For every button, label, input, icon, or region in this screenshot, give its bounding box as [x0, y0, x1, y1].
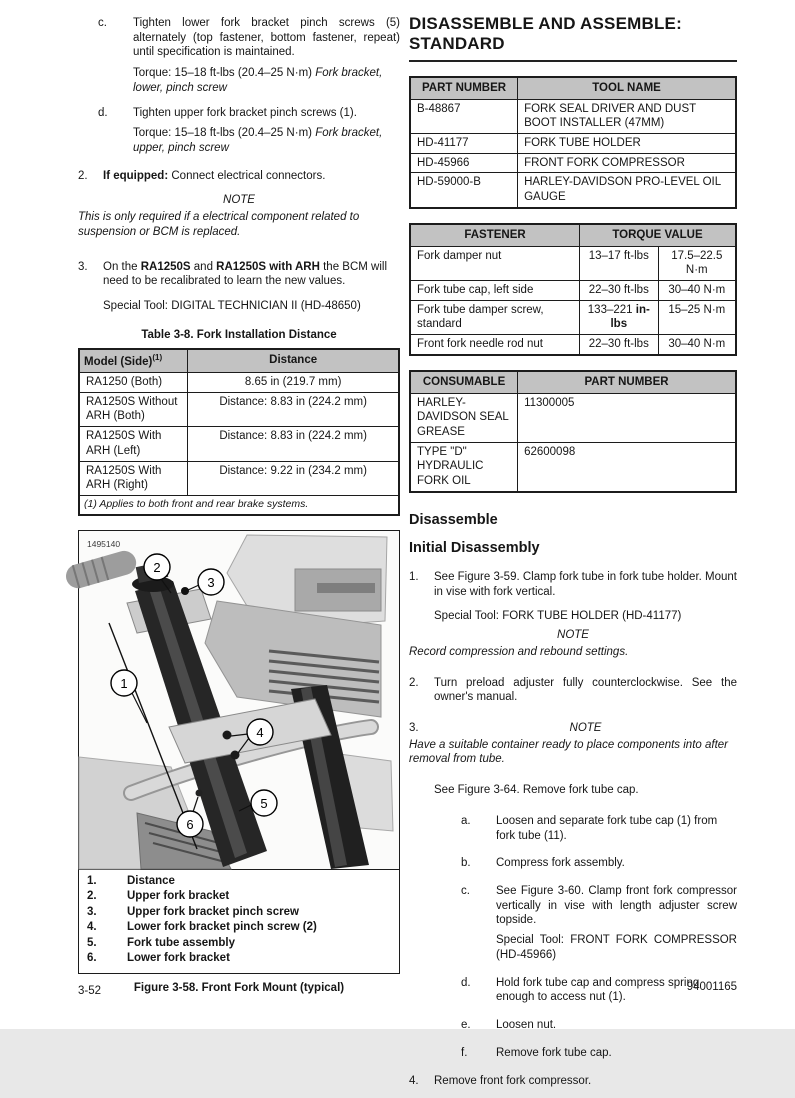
- table-row: [410, 153, 736, 173]
- torque-imperial-cell: 22–30 ft-lbs: [580, 280, 659, 300]
- legend-item: 6. Lower fork bracket: [87, 952, 230, 965]
- front-fork-mount-illustration: [79, 531, 399, 870]
- right-column: [409, 14, 737, 1098]
- part-number-cell: HD-59000-B: [410, 173, 518, 208]
- legend-item: 4. Lower fork bracket pinch screw (2): [87, 921, 317, 934]
- column-header-model: Model (Side)$^{(1)}$: [79, 349, 188, 373]
- torque-metric-cell: 30–40 N·m: [658, 280, 736, 300]
- substep-label: c.: [461, 885, 470, 898]
- torque-imperial-cell: 13–17 ft-lbs: [580, 246, 659, 280]
- table-row: [410, 442, 736, 492]
- substep-text: Loosen nut.: [496, 1019, 557, 1032]
- table-row: [410, 335, 736, 355]
- heading-disassemble: Disassemble: [409, 511, 498, 528]
- column-header-part-number: PART NUMBER: [410, 77, 518, 99]
- tool-name-cell: HARLEY-DAVIDSON PRO-LEVEL OIL GAUGE: [518, 173, 736, 208]
- fork-installation-distance-table: [78, 348, 400, 516]
- figure-3-58: [78, 530, 400, 974]
- special-tool-line: Special Tool: DIGITAL TECHNICIAN II (HD-48650): [103, 300, 361, 313]
- table-footnote-row: [79, 496, 399, 515]
- figure-image-id: 1495140: [87, 538, 121, 549]
- model-cell: RA1250S With ARH (Right): [79, 461, 188, 495]
- column-header-fastener: FASTENER: [410, 224, 580, 246]
- distance-cell: Distance: 9.22 in (234.2 mm): [188, 461, 399, 495]
- column-header-tool-name: TOOL NAME: [518, 77, 736, 99]
- torque-value: Torque: 15–18 ft-lbs (20.4–25 N·m): [133, 127, 316, 140]
- step-number: 3.: [409, 722, 419, 734]
- torque-metric-cell: 17.5–22.5 N·m: [658, 246, 736, 280]
- table-row: [410, 393, 736, 442]
- step-3-intro: See Figure 3-64. Remove fork tube cap.: [434, 784, 639, 797]
- step-2: [78, 169, 400, 184]
- step-text: See Figure 3-59. Clamp fork tube in fork tube holder. Mount in vise with fork vertical.: [434, 570, 737, 598]
- torque-imperial-cell: 22–30 ft-lbs: [580, 335, 659, 355]
- table-row: [410, 173, 736, 208]
- torque-fastener-name: Fork bracket, upper, pinch screw: [133, 127, 383, 155]
- column-header-part-number: PART NUMBER: [518, 371, 736, 393]
- callout-4: 4: [256, 724, 264, 740]
- document-number: 94001165: [686, 981, 737, 993]
- step-text-part: On the: [103, 260, 141, 273]
- torque-imperial-cell: 133–221 in-lbs: [580, 300, 659, 334]
- footnote-marker: (1): [152, 352, 163, 362]
- torque-fastener-name: Fork bracket, lower, pinch screw: [133, 67, 383, 94]
- step-1: [409, 570, 737, 599]
- special-tool-line: Special Tool: FORK TUBE HOLDER (HD-41177): [434, 610, 682, 623]
- table-row: [410, 133, 736, 153]
- consumable-cell: HARLEY-DAVIDSON SEAL GREASE: [410, 393, 518, 442]
- step-text-bold: If equipped:: [103, 169, 169, 182]
- substep-label: c.: [98, 17, 107, 29]
- callout-2: 2: [153, 559, 161, 575]
- substep-label: b.: [461, 857, 471, 870]
- step-text-part: the BCM will need to be recalibrated to learn the new values.: [103, 260, 388, 288]
- step-number: 2.: [78, 169, 88, 182]
- substep-b: [461, 856, 737, 871]
- part-number-cell: 11300005: [518, 393, 736, 442]
- section-heading: DISASSEMBLE AND ASSEMBLE: STANDARD: [409, 14, 737, 62]
- column-header-consumable: CONSUMABLE: [410, 371, 518, 393]
- column-header-torque-value: TORQUE VALUE: [580, 224, 736, 246]
- step-text: [103, 260, 400, 289]
- table-3-8-title: Table 3-8. Fork Installation Distance: [141, 328, 337, 341]
- substep-label: a.: [461, 814, 471, 827]
- torque-spec: [133, 126, 400, 155]
- step-text: [103, 169, 400, 184]
- table-row: [79, 392, 399, 426]
- fastener-cell: Fork tube damper screw, standard: [410, 300, 580, 334]
- tool-name-cell: FRONT FORK COMPRESSOR: [518, 153, 736, 173]
- note-text: Record compression and rebound settings.: [409, 645, 629, 658]
- note-title: NOTE: [569, 722, 602, 734]
- callout-1: 1: [120, 675, 128, 691]
- model-cell: RA1250S With ARH (Left): [79, 427, 188, 461]
- model-cell: RA1250 (Both): [79, 373, 188, 393]
- table-row: [410, 246, 736, 280]
- callout-5: 5: [260, 795, 268, 811]
- substep-text: Remove fork tube cap.: [496, 1046, 612, 1059]
- step-number: 1.: [409, 570, 419, 583]
- note-text: This is only required if a electrical component related to suspension or BCM is replaced.: [78, 211, 360, 238]
- special-tool-line: Special Tool: FRONT FORK COMPRESSOR (HD-45966): [496, 934, 737, 961]
- substep-f: [461, 1046, 737, 1061]
- model-name-bold: RA1250S with ARH: [216, 260, 320, 273]
- table-row: [410, 99, 736, 133]
- handlebar-grip: [63, 548, 139, 591]
- page-number: 3-52: [78, 985, 102, 997]
- table-row: [79, 427, 399, 461]
- left-column: [78, 16, 400, 995]
- step-3: [409, 721, 737, 736]
- legend-item: 5. Fork tube assembly: [87, 936, 236, 949]
- part-number-cell: 62600098: [518, 442, 736, 492]
- tools-table: [409, 76, 737, 209]
- torque-spec: [133, 66, 400, 95]
- step-number: 4.: [409, 1074, 419, 1087]
- step-number: 2.: [409, 676, 419, 689]
- callout-6: 6: [186, 816, 194, 832]
- substep-c: [98, 16, 400, 96]
- legend-item: 1. Distance: [87, 874, 175, 887]
- step-4: [409, 1074, 737, 1089]
- column-header-distance: Distance: [188, 349, 399, 373]
- fastener-cell: Fork tube cap, left side: [410, 280, 580, 300]
- substep-text: Hold fork tube cap and compress spring enough to access nut (1).: [496, 976, 700, 1004]
- note-title: NOTE: [223, 194, 255, 207]
- note-text: Have a suitable container ready to place components into after removal from tube.: [409, 738, 728, 766]
- torque-value: Torque: 15–18 ft-lbs (20.4–25 N·m): [133, 67, 316, 80]
- step-text: Remove front fork compressor.: [434, 1074, 592, 1087]
- substep-e: [461, 1018, 737, 1033]
- distance-cell: 8.65 in (219.7 mm): [188, 373, 399, 393]
- distance-cell: Distance: 8.83 in (224.2 mm): [188, 392, 399, 426]
- part-number-cell: HD-41177: [410, 133, 518, 153]
- substep-text: Tighten upper fork bracket pinch screws (1).: [133, 106, 357, 119]
- table-row: [410, 280, 736, 300]
- model-cell: RA1250S Without ARH (Both): [79, 392, 188, 426]
- fastener-torque-table: [409, 223, 737, 356]
- substep-a: [461, 814, 737, 843]
- substep-label: f.: [461, 1046, 468, 1059]
- figure-caption: Figure 3-58. Front Fork Mount (typical): [133, 981, 345, 994]
- substep-label: d.: [461, 976, 471, 989]
- step-text: Turn preload adjuster fully counterclockwise. See the owner's manual.: [434, 676, 737, 704]
- heading-initial-disassembly: Initial Disassembly: [409, 540, 540, 557]
- table-row: [410, 300, 736, 334]
- legend-item: 3. Upper fork bracket pinch screw: [87, 905, 299, 918]
- figure-legend: [79, 870, 399, 973]
- fastener-cell: Front fork needle rod nut: [410, 335, 580, 355]
- substep-text: Compress fork assembly.: [496, 857, 625, 870]
- step-3: [78, 260, 400, 289]
- substep-label: d.: [98, 106, 108, 119]
- note-title: NOTE: [557, 629, 589, 642]
- torque-metric-cell: 30–40 N·m: [658, 335, 736, 355]
- table-row: [79, 461, 399, 495]
- substep-d: [98, 106, 400, 156]
- fastener-cell: Fork damper nut: [410, 246, 580, 280]
- consumable-table: [409, 370, 737, 493]
- substep-text: See Figure 3-60. Clamp front fork compressor vertically in vise with length adjuster screw topside.: [496, 885, 737, 927]
- torque-metric-cell: 15–25 N·m: [658, 300, 736, 334]
- step-text-rest: Connect electrical connectors.: [168, 169, 326, 182]
- step-2: [409, 676, 737, 705]
- step-text-part: and: [190, 260, 217, 273]
- substep-text: Loosen and separate fork tube cap (1) from fork tube (11).: [496, 814, 718, 842]
- table-row: [79, 373, 399, 393]
- tool-name-cell: FORK SEAL DRIVER AND DUST BOOT INSTALLER (47MM): [518, 99, 736, 133]
- part-number-cell: B-48867: [410, 99, 518, 133]
- step-number: 3.: [78, 260, 88, 273]
- table-footnote: (1) Applies to both front and rear brake systems.: [79, 496, 399, 515]
- substep-label: e.: [461, 1019, 471, 1032]
- callout-3: 3: [207, 574, 215, 590]
- part-number-cell: HD-45966: [410, 153, 518, 173]
- substep-text: Tighten lower fork bracket pinch screws (5) alternately (top fastener, bottom fastener, repeat) until specification is maintained.: [133, 17, 400, 59]
- model-name-bold: RA1250S: [140, 260, 191, 273]
- distance-cell: Distance: 8.83 in (224.2 mm): [188, 427, 399, 461]
- substep-c: [461, 884, 737, 963]
- tool-name-cell: FORK TUBE HOLDER: [518, 133, 736, 153]
- consumable-cell: TYPE "D" HYDRAULIC FORK OIL: [410, 442, 518, 492]
- legend-item: 2. Upper fork bracket: [87, 890, 230, 903]
